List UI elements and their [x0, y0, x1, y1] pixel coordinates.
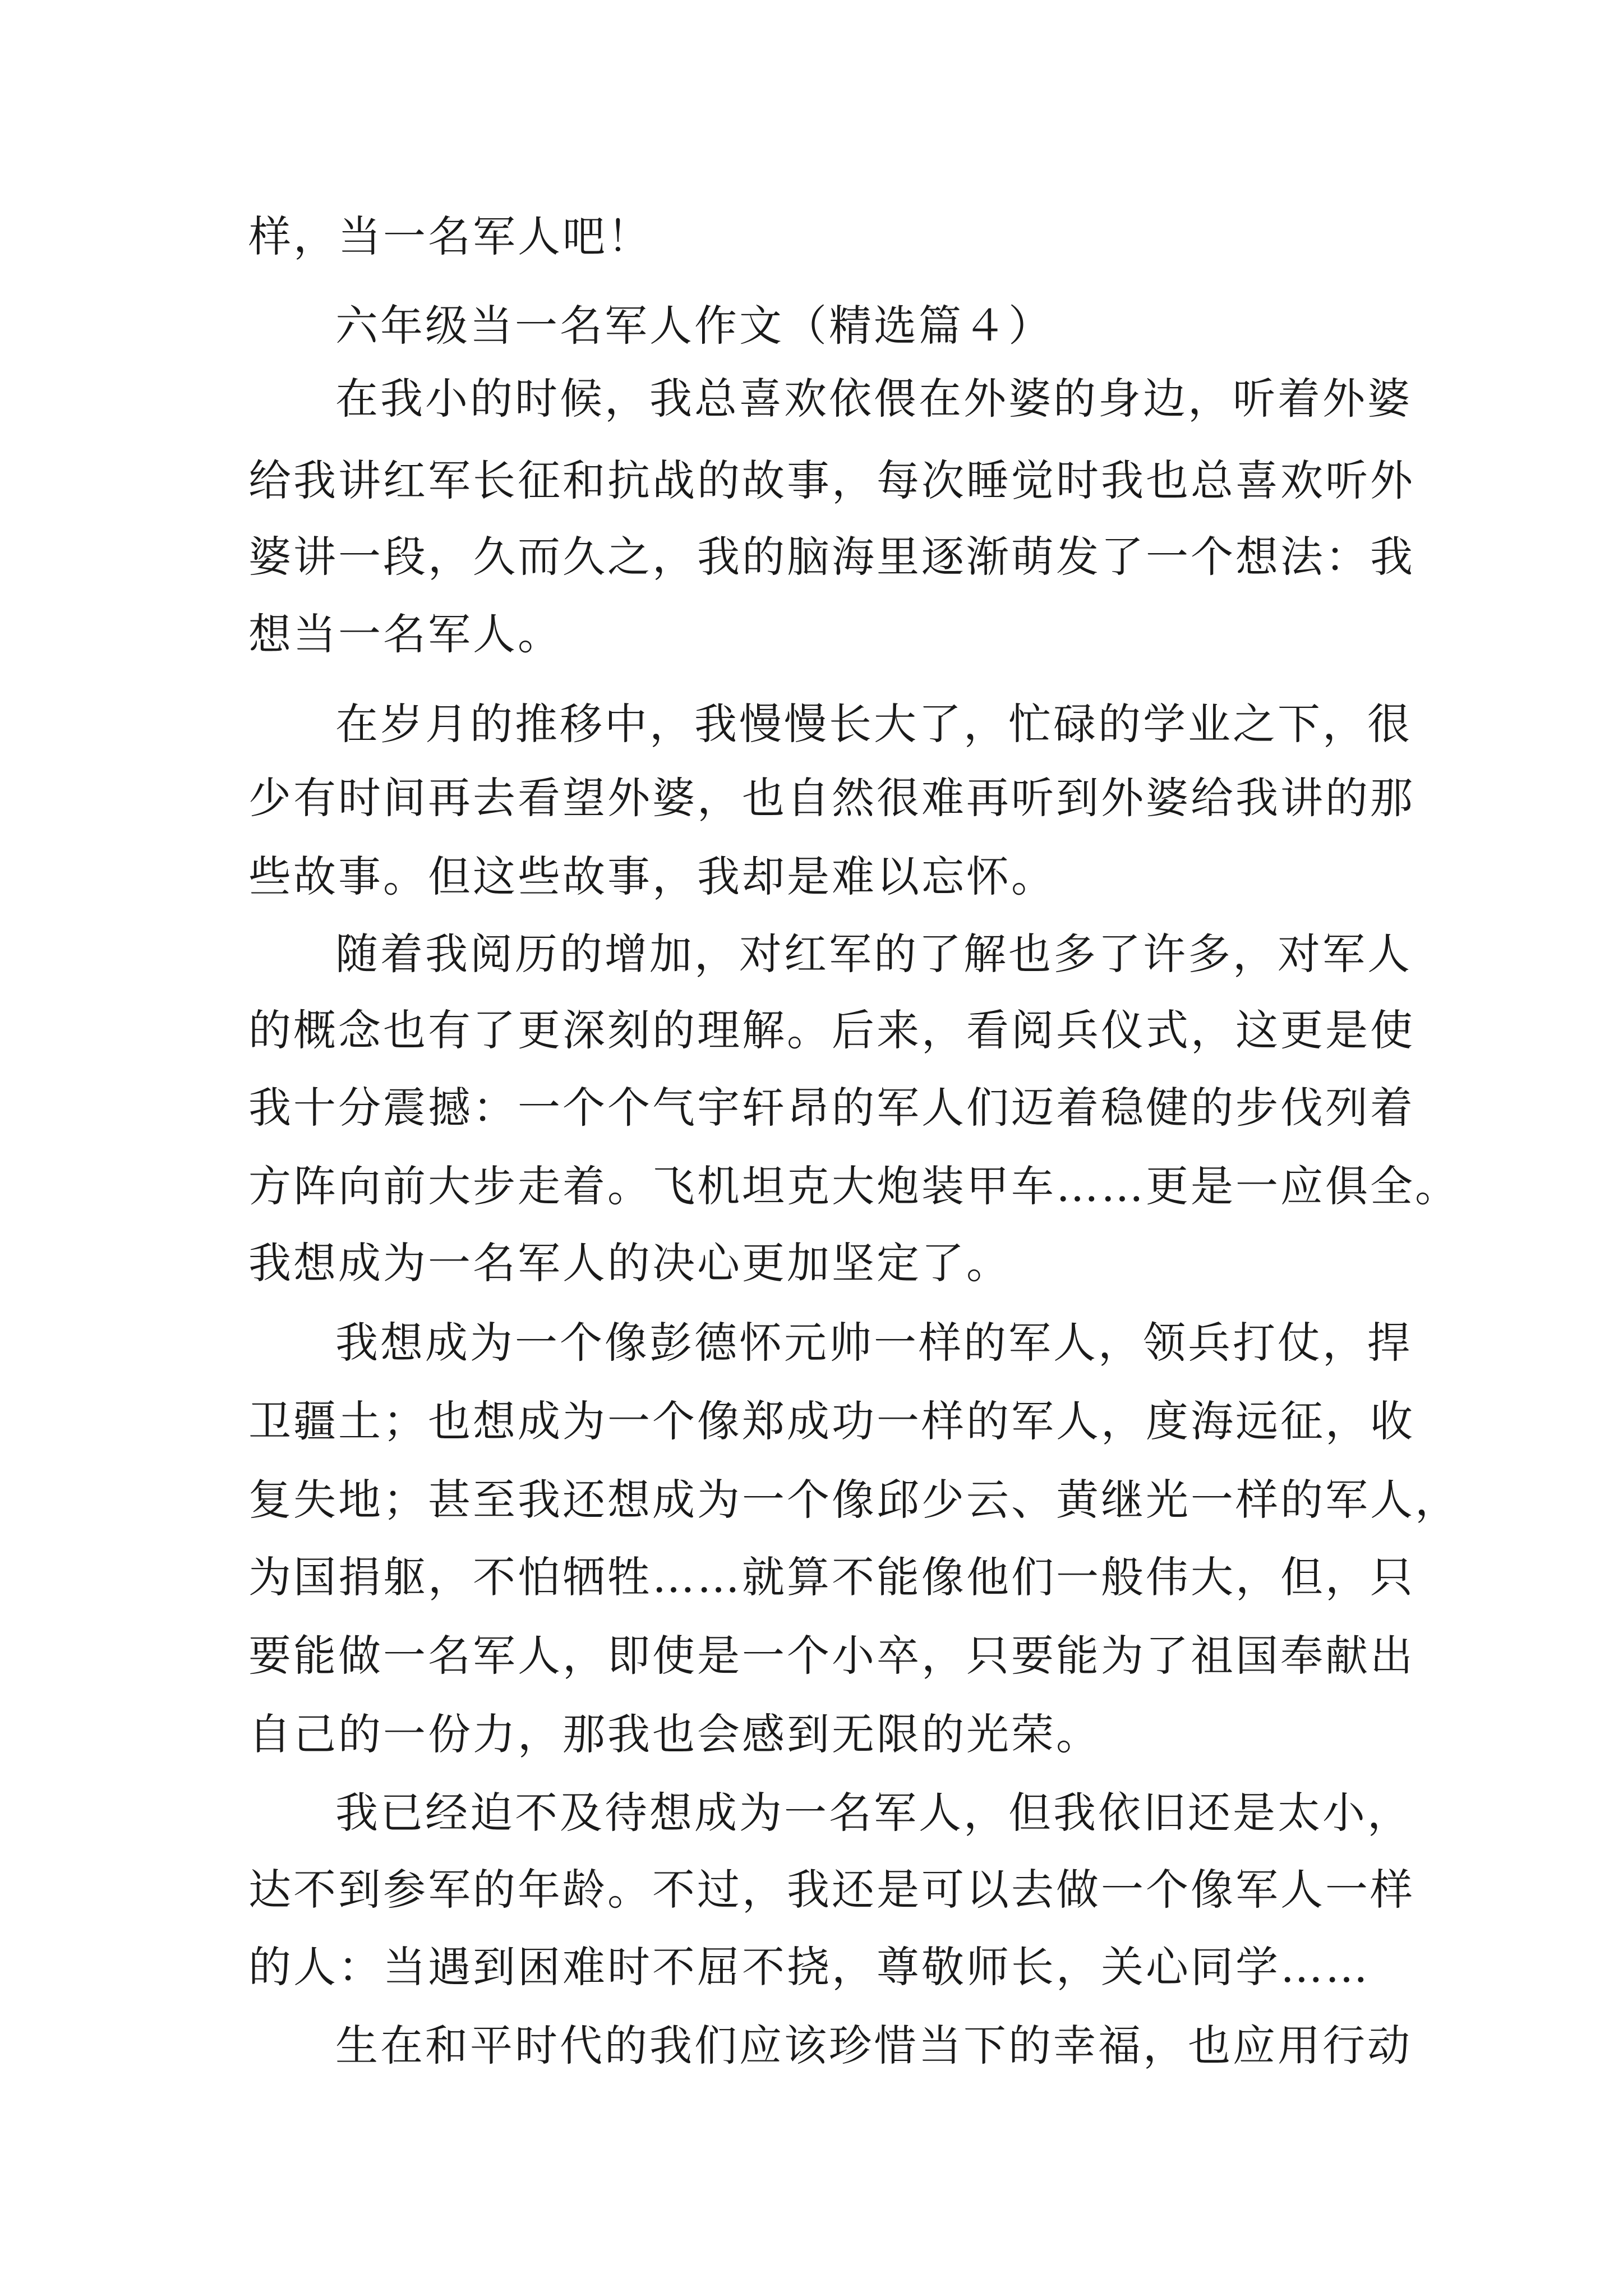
text-line: 方阵向前大步走着。飞机坦克大炮装甲车……更是一应俱全。 — [248, 1161, 1460, 1211]
text-line: 生在和平时代的我们应该珍惜当下的幸福，也应用行动 — [335, 2021, 1412, 2070]
text-line: 要能做一名军人，即使是一个小卒，只要能为了祖国奉献出 — [248, 1631, 1415, 1681]
section-heading: 六年级当一名军人作文（精选篇４） — [335, 301, 1053, 351]
text-line: 复失地；甚至我还想成为一个像邱少云、黄继光一样的军人， — [248, 1475, 1460, 1525]
text-line: 婆讲一段，久而久之，我的脑海里逐渐萌发了一个想法：我 — [248, 532, 1415, 582]
text-line: 的概念也有了更深刻的理解。后来，看阅兵仪式，这更是使 — [248, 1005, 1415, 1055]
text-line: 的人：当遇到困难时不屈不挠，尊敬师长，关心同学…… — [248, 1942, 1370, 1992]
text-line: 少有时间再去看望外婆，也自然很难再听到外婆给我讲的那 — [248, 773, 1415, 823]
text-line: 想当一名军人。 — [248, 609, 562, 659]
text-line: 我十分震撼：一个个气宇轩昂的军人们迈着稳健的步伐列着 — [248, 1083, 1415, 1133]
text-line: 给我讲红军长征和抗战的故事，每次睡觉时我也总喜欢听外 — [248, 455, 1415, 505]
text-line: 卫疆土；也想成为一个像郑成功一样的军人，度海远征，收 — [248, 1396, 1415, 1446]
text-line: 自己的一份力，那我也会感到无限的光荣。 — [248, 1709, 1101, 1759]
text-line: 样，当一名军人吧！ — [248, 211, 652, 261]
text-line: 我想成为一名军人的决心更加坚定了。 — [248, 1238, 1011, 1288]
text-line: 我已经迫不及待想成为一名军人，但我依旧还是太小， — [335, 1788, 1412, 1838]
text-line: 达不到参军的年龄。不过，我还是可以去做一个像军人一样 — [248, 1865, 1415, 1915]
text-line: 随着我阅历的增加，对红军的了解也多了许多，对军人 — [335, 929, 1412, 979]
text-line: 我想成为一个像彭德怀元帅一样的军人，领兵打仗，捍 — [335, 1318, 1412, 1368]
text-line: 在我小的时候，我总喜欢依偎在外婆的身边，听着外婆 — [335, 374, 1412, 424]
text-line: 为国捐躯，不怕牺牲……就算不能像他们一般伟大，但，只 — [248, 1552, 1415, 1602]
text-line: 些故事。但这些故事，我却是难以忘怀。 — [248, 852, 1056, 901]
text-line: 在岁月的推移中，我慢慢长大了，忙碌的学业之下，很 — [335, 699, 1412, 749]
